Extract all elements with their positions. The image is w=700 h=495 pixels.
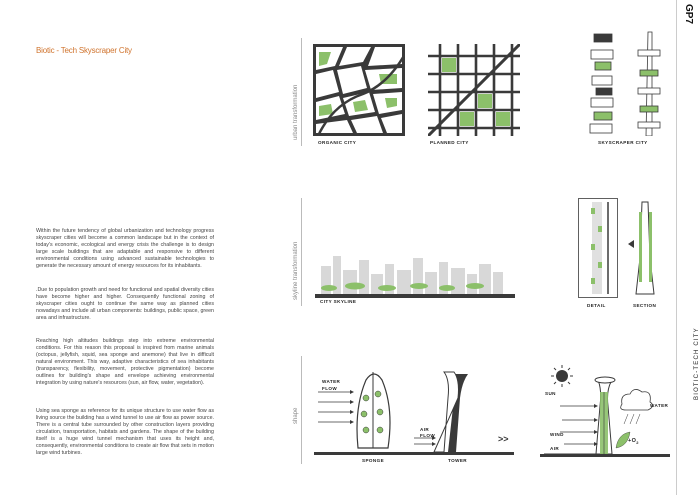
section-diagram xyxy=(622,198,668,298)
oxygen-label: $+O_2$ xyxy=(628,438,639,446)
page-title: Biotic - Tech Skyscraper City xyxy=(36,46,132,55)
sun-icon xyxy=(556,370,568,382)
side-title: BIOTIC-TECH CITY xyxy=(694,327,700,400)
intro-paragraph: Within the future tendency of global urbanization and technology progress skyscraper cities will become a common landscape but in the context of today's economic, ecological and energy crisis the challenge is to design large scale buildings that are adaptable and responsive to different environmental conditions using advanced sustainable technologies to generate the necessary amount of energy resources for its inhabitants. xyxy=(36,228,214,269)
air-label: AIR xyxy=(550,446,560,451)
detail-diagram xyxy=(578,198,618,298)
air-flow-label-2: FLOW xyxy=(420,433,436,438)
water-label: WATER xyxy=(650,403,669,408)
skyscraper-city-diagram xyxy=(586,30,668,136)
environment-diagram xyxy=(540,362,670,462)
shape-section-label: shape xyxy=(293,407,299,424)
tower-caption: TOWER xyxy=(448,458,468,463)
wind-label: WIND xyxy=(550,432,564,437)
organic-city-caption: ORGANIC CITY xyxy=(318,140,357,145)
planned-city-caption: PLANNED CITY xyxy=(430,140,469,145)
organic-city-map xyxy=(313,44,405,136)
city-skyline-diagram xyxy=(315,200,515,300)
logo: GP7 xyxy=(683,4,694,25)
urban-section-line xyxy=(301,38,302,146)
sponge-caption: SPONGE xyxy=(362,458,385,463)
skyline-section-label: skyline transformation xyxy=(293,241,299,300)
urban-section-label: urban transformation xyxy=(293,84,299,140)
skyline-section-line xyxy=(301,198,302,306)
zoning-paragraph: .Due to population growth and need for functional and spatial diversity cities have become higher and higher. Consequently functional zoning of skyscraper cities ought to continue the same way as planned cities nowadays and include all urban components: buildings, public space, green area and infrastructure. xyxy=(36,287,214,321)
shape-diagram xyxy=(314,358,514,462)
shape-arrows: >> xyxy=(498,434,509,444)
water-flow-label-1: WATER xyxy=(322,379,341,384)
water-flow-label-2: FLOW xyxy=(322,386,338,391)
planned-city-map xyxy=(428,44,520,136)
air-flow-label-1: AIR xyxy=(420,427,430,432)
detail-caption: DETAIL xyxy=(587,303,606,308)
city-skyline-caption: CITY SKYLINE xyxy=(320,299,357,304)
skyscraper-city-caption: SKYSCRAPER CITY xyxy=(598,140,648,145)
right-divider xyxy=(676,0,677,495)
marine-paragraph: Reaching high altitudes buildings step into extreme environmental conditions. For this reason this proposal is inspired from marine animals (octopus, jellyfish, squid, sea sponge and anemone) that live in difficult natural environment. This way, adaptive characteristics of sea inhabitants (transparency, flexibility, movement, protective pigmentation) become outlines for building's shape and envelope achieving environmental integration by using nature's resources (sun, air flow, water, vegetation). xyxy=(36,338,214,386)
sun-label: SUN xyxy=(545,391,556,396)
section-caption: SECTION xyxy=(633,303,657,308)
shape-section-line xyxy=(301,356,302,464)
sponge-paragraph: Using sea sponge as reference for its unique structure to use water flow as living source the building has a wind tunnel to use air flow as power source. There is a central tube surrounded by other construction layers providing circulation, transportation, habitats and gardens. The shape of the building itself is a huge wind tunnel mechanism that uses its height and, consequently, environmental conditions to create air flow that sets in motion large wind turbines. xyxy=(36,408,214,456)
